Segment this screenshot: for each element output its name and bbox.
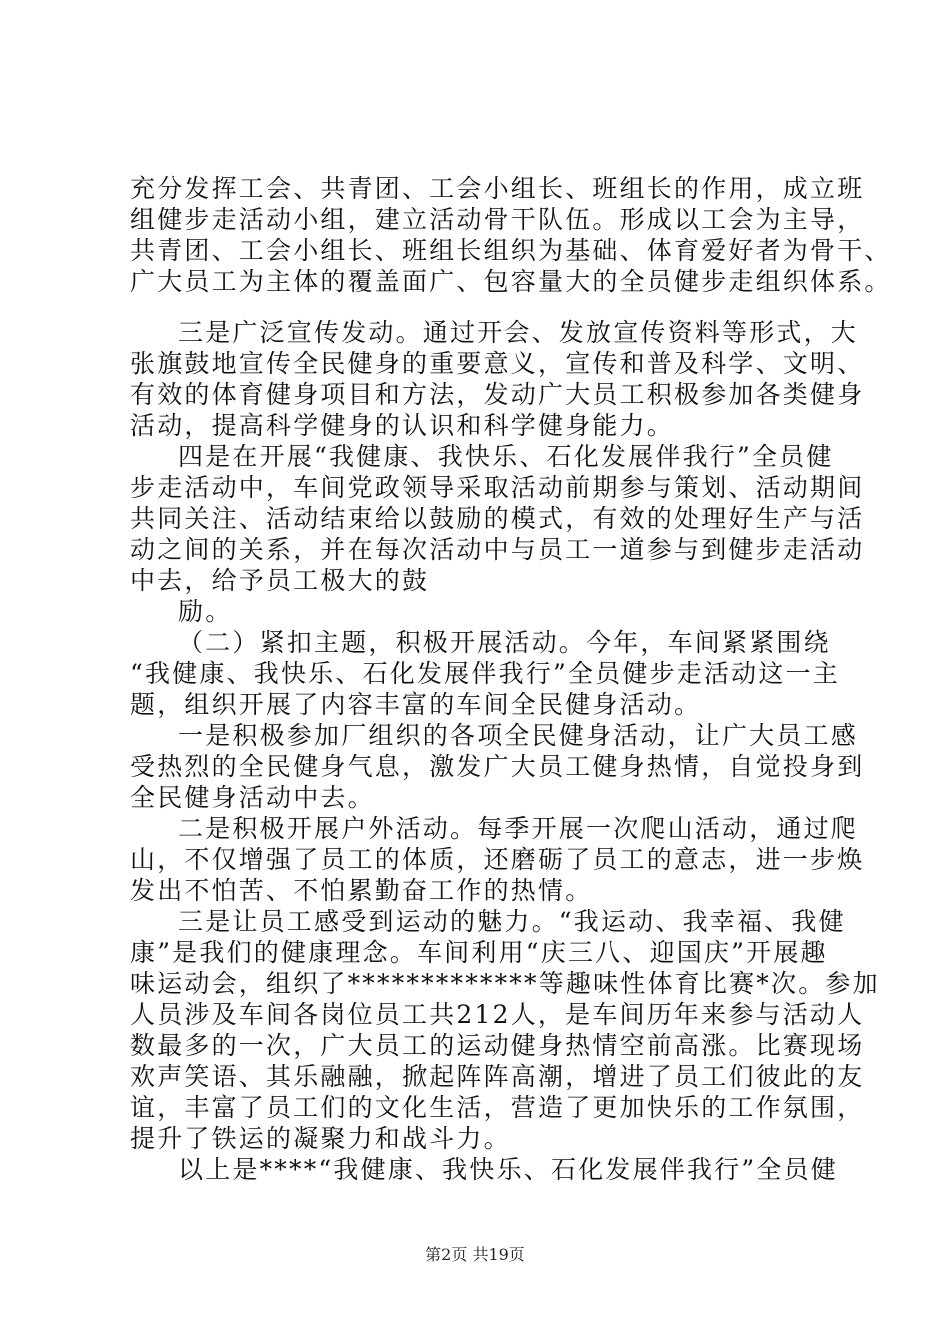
text-line: 谊，丰富了员工们的文化生活，营造了更加快乐的工作氛围， [130, 1093, 865, 1122]
text-line: 味运动会，组织了*************等趣味性体育比赛*次。参加 [130, 969, 880, 998]
text-line: 共青团、工会小组长、班组长组织为基础、体育爱好者为骨干、 [130, 236, 892, 265]
text-line: 以上是****“我健康、我快乐、石化发展伴我行”全员健 [178, 1155, 838, 1184]
text-line: 三是广泛宣传发动。通过开会、发放宣传资料等形式，大 [178, 318, 859, 347]
text-line: 励。 [178, 597, 233, 626]
text-line: 张旗鼓地宣传全民健身的重要意义，宣传和普及科学、文明、 [130, 349, 865, 378]
text-line: 康”是我们的健康理念。车间利用“庆三八、迎国庆”开展趣 [130, 938, 828, 967]
text-line: 数最多的一次，广大员工的运动健身热情空前高涨。比赛现场 [130, 1031, 865, 1060]
text-line: 欢声笑语、其乐融融，掀起阵阵高潮，增进了员工们彼此的友 [130, 1062, 865, 1091]
text-line: 步走活动中，车间党政领导采取活动前期参与策划、活动期间 [130, 473, 865, 502]
text-line: “我健康、我快乐、石化发展伴我行”全员健步走活动这一主 [130, 659, 840, 688]
text-line: 提升了铁运的凝聚力和战斗力。 [130, 1124, 511, 1153]
text-line: 活动，提高科学健身的认识和科学健身能力。 [130, 411, 675, 440]
text-line: 共同关注、活动结束给以鼓励的模式，有效的处理好生产与活 [130, 504, 865, 533]
text-line: 组健步走活动小组，建立活动骨干队伍。形成以工会为主导， [130, 205, 865, 234]
text-line: 广大员工为主体的覆盖面广、包容量大的全员健步走组织体系。 [130, 267, 892, 296]
text-line: 受热烈的全民健身气息，激发广大员工健身热情，自觉投身到 [130, 752, 865, 781]
text-line: 有效的体育健身项目和方法，发动广大员工积极参加各类健身 [130, 380, 865, 409]
text-line: （二）紧扣主题，积极开展活动。今年，车间紧紧围绕 [178, 628, 831, 657]
text-line: 发出不怕苦、不怕累勤奋工作的热情。 [130, 876, 593, 905]
page-footer: 第2页 共19页 [425, 1245, 525, 1264]
text-line: 动之间的关系，并在每次活动中与员工一道参与到健步走活动 [130, 535, 865, 564]
text-line: 二是积极开展户外活动。每季开展一次爬山活动，通过爬 [178, 814, 859, 843]
text-line: 人员涉及车间各岗位员工共212人，是车间历年来参与活动人 [130, 1000, 865, 1029]
text-line: 四是在开展“我健康、我快乐、石化发展伴我行”全员健 [178, 442, 834, 471]
text-line: 全民健身活动中去。 [130, 783, 375, 812]
text-line: 山，不仅增强了员工的体质，还磨砺了员工的意志，进一步焕 [130, 845, 865, 874]
text-line: 题，组织开展了内容丰富的车间全民健身活动。 [130, 690, 702, 719]
text-line: 中去，给予员工极大的鼓 [130, 566, 430, 595]
text-line: 一是积极参加厂组织的各项全民健身活动，让广大员工感 [178, 721, 859, 750]
text-line: 三是让员工感受到运动的魅力。“我运动、我幸福、我健 [178, 907, 846, 936]
text-line: 充分发挥工会、共青团、工会小组长、班组长的作用，成立班 [130, 174, 865, 203]
